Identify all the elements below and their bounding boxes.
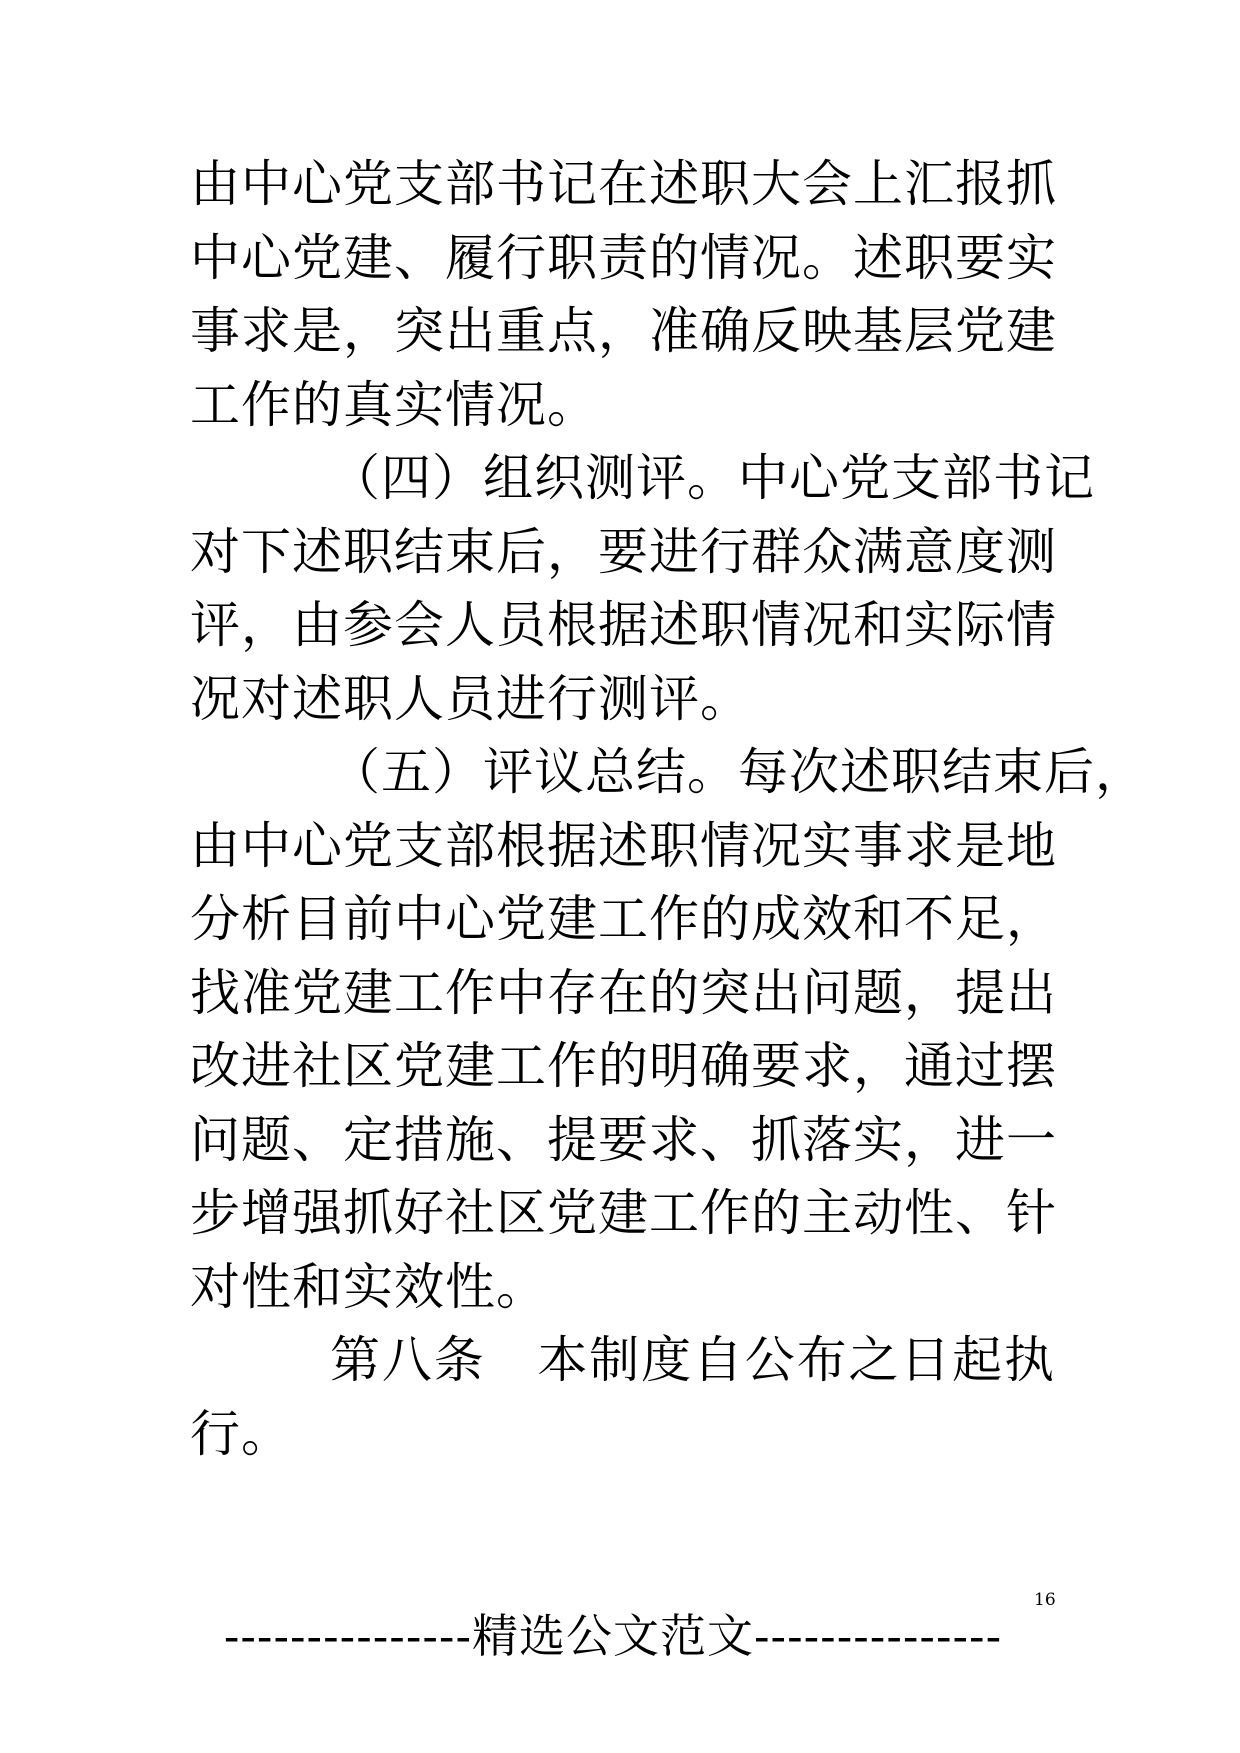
text-line: 步增强抓好社区党建工作的主动性、针 — [190, 1184, 1057, 1242]
document-body — [190, 148, 1146, 1471]
text-line: 改进社区党建工作的明确要求，通过摆 — [190, 1037, 1057, 1095]
page-number: 16 — [1034, 1590, 1056, 1610]
text-line: 找准党建工作中存在的突出问题，提出 — [190, 963, 1057, 1022]
text-line: 分析目前中心党建工作的成效和不足， — [190, 890, 1057, 948]
paragraph-1 — [190, 148, 1055, 442]
text-line: 对性和实效性。 — [190, 1257, 547, 1316]
text-line: 由中心党支部根据述职情况实事求是地 — [190, 816, 1057, 875]
paragraph-4 — [190, 1324, 1055, 1471]
text-line: 问题、定措施、提要求、抓落实，进一 — [190, 1110, 1057, 1169]
text-line: 中心党建、履行职责的情况。述职要实 — [190, 228, 1057, 287]
text-line: 行。 — [190, 1404, 292, 1463]
text-line: 况对述职人员进行测评。 — [190, 669, 751, 728]
text-line: 对下述职结束后，要进行群众满意度测 — [190, 522, 1057, 581]
text-line: 事求是，突出重点，准确反映基层党建 — [190, 302, 1057, 360]
text-line: （五）评议总结。每次述职结束后， — [330, 743, 1146, 801]
footer-banner: ---------------精选公文范文--------------- — [223, 1609, 1003, 1663]
text-line: 评，由参会人员根据述职情况和实际情 — [190, 596, 1057, 654]
paragraph-2 — [190, 442, 1095, 736]
text-line: 第八条 本制度自公布之日起执 — [330, 1331, 1055, 1389]
text-line: 工作的真实情况。 — [190, 375, 598, 434]
text-line: 由中心党支部书记在述职大会上汇报抓 — [190, 155, 1057, 213]
paragraph-3 — [190, 736, 1146, 1324]
text-line: （四）组织测评。中心党支部书记 — [330, 449, 1095, 507]
